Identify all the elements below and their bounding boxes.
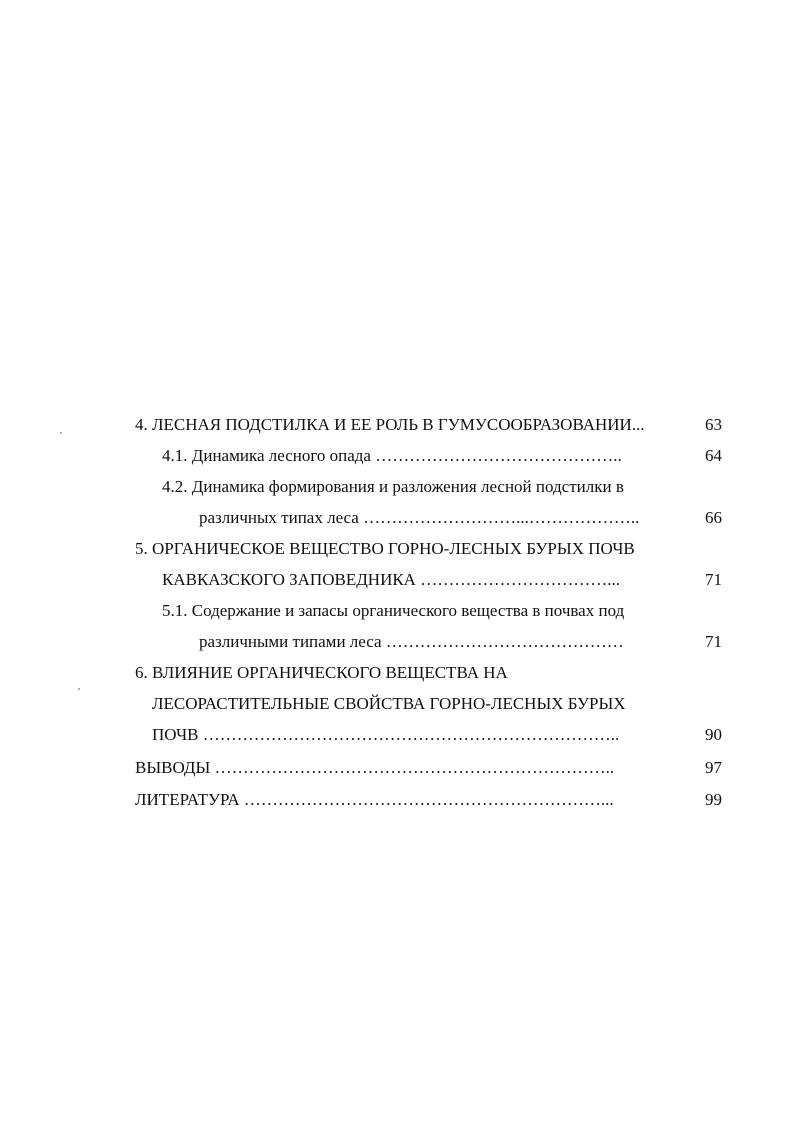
toc-section-5-1-line1: 5.1. Содержание и запасы органического вещества в почвах под xyxy=(162,601,625,620)
toc-chapter-5-page: 71 xyxy=(705,570,722,589)
toc-chapter-6-line2: ЛЕСОРАСТИТЕЛЬНЫЕ СВОЙСТВА ГОРНО-ЛЕСНЫХ БУРЫХ xyxy=(152,694,626,713)
scan-speck xyxy=(78,688,80,690)
toc-section-4-1-page: 64 xyxy=(705,446,722,465)
toc-references-page: 99 xyxy=(705,790,722,809)
toc-section-5-1-line2: различными типами леса …………………………………… xyxy=(199,632,624,651)
toc-section-5-1-page: 71 xyxy=(705,632,722,651)
toc-chapter-6-line1: 6. ВЛИЯНИЕ ОРГАНИЧЕСКОГО ВЕЩЕСТВА НА xyxy=(135,663,508,682)
toc-references-title: ЛИТЕРАТУРА ………………………………………………………... xyxy=(135,790,614,809)
toc-section-4-1-title: 4.1. Динамика лесного опада …………………………………….. xyxy=(162,446,622,465)
toc-section-4-2-line2: различных типах леса ………………………...……………….. xyxy=(199,508,640,527)
toc-chapter-6-line3: ПОЧВ ……………………………………………………………….. xyxy=(152,725,620,744)
toc-section-4-2-line1: 4.2. Динамика формирования и разложения лесной подстилки в xyxy=(162,477,624,496)
toc-conclusions-title: ВЫВОДЫ …………………………………………………………….. xyxy=(135,758,615,777)
toc-conclusions-page: 97 xyxy=(705,758,722,777)
toc-chapter-5-line1: 5. ОРГАНИЧЕСКОЕ ВЕЩЕСТВО ГОРНО-ЛЕСНЫХ БУРЫХ ПОЧВ xyxy=(135,539,635,558)
toc-section-4-2-page: 66 xyxy=(705,508,722,527)
toc-chapter-4-page: 63 xyxy=(705,415,722,434)
scan-speck xyxy=(60,432,62,434)
toc-chapter-6-page: 90 xyxy=(705,725,722,744)
toc-chapter-5-line2: КАВКАЗСКОГО ЗАПОВЕДНИКА ……………………………... xyxy=(162,570,620,589)
toc-chapter-4-title: 4. ЛЕСНАЯ ПОДСТИЛКА И ЕЕ РОЛЬ В ГУМУСООБРАЗОВАНИИ... xyxy=(135,415,645,434)
